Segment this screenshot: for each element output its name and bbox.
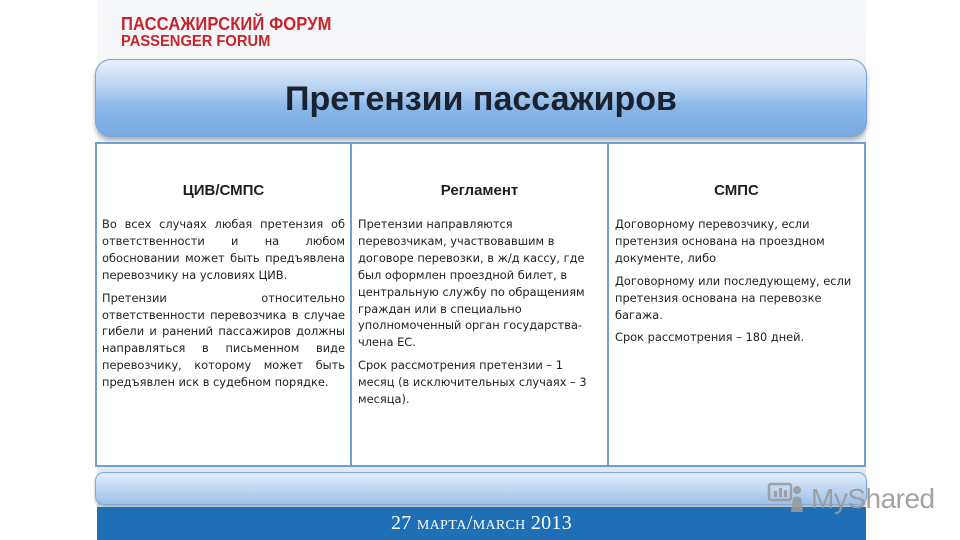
column-heading: СМПС xyxy=(714,182,759,199)
column-paragraph: Договорному перевозчику, если претензия основана на проездном документе, либо xyxy=(615,217,825,265)
logo-text-ru: ПАССАЖИРСКИЙ ФОРУМ xyxy=(121,14,332,34)
column-paragraph: Срок рассмотрения – 180 дней. xyxy=(615,330,805,345)
column-panel-civ xyxy=(95,142,352,467)
column-paragraph: Претензии направляются перевозчикам, участвовавшим в договоре перевозки, в ж/д кассу, где был оформлен проездной билет, в центральную службу по обращениям граждан или в специально уполномоченный орган государства-члена ЕС. xyxy=(358,217,585,350)
column-body xyxy=(102,216,345,397)
column-body xyxy=(358,216,602,414)
column-paragraph: Во всех случаях любая претензия об ответственности и на любом обосновании может быть предъявлена перевозчику на условиях ЦИВ. xyxy=(102,217,345,282)
presentation-icon xyxy=(767,478,807,519)
footer-date: 27 марта/march 2013 xyxy=(390,512,573,534)
title-bar xyxy=(95,59,867,137)
bottom-bar xyxy=(95,472,867,505)
column-paragraph: Договорному или последующему, если претензия основана на перевозке багажа. xyxy=(615,273,852,322)
column-heading: ЦИВ/СМПС xyxy=(182,182,265,199)
logo xyxy=(121,15,350,50)
watermark-text: MyShared xyxy=(811,482,935,514)
column-panel-smps xyxy=(607,142,866,467)
date-band xyxy=(97,507,866,540)
column-panel-regulation xyxy=(350,142,609,467)
slide-title: Претензии пассажиров xyxy=(285,79,677,118)
column-body xyxy=(615,216,859,352)
column-paragraph: Срок рассмотрения претензии – 1 месяц (в исключительных случаях – 3 месяца). xyxy=(358,358,587,407)
column-heading: Регламент xyxy=(440,182,519,199)
logo-text-en: PASSENGER FORUM xyxy=(121,33,271,50)
column-paragraph: Претензии относительно ответственности перевозчика в случае гибели и ранений пассажиров должны направляться в письменном виде перевозчику, которому может быть предъявлен иск в судебном порядке. xyxy=(102,290,345,390)
watermark xyxy=(767,478,935,519)
